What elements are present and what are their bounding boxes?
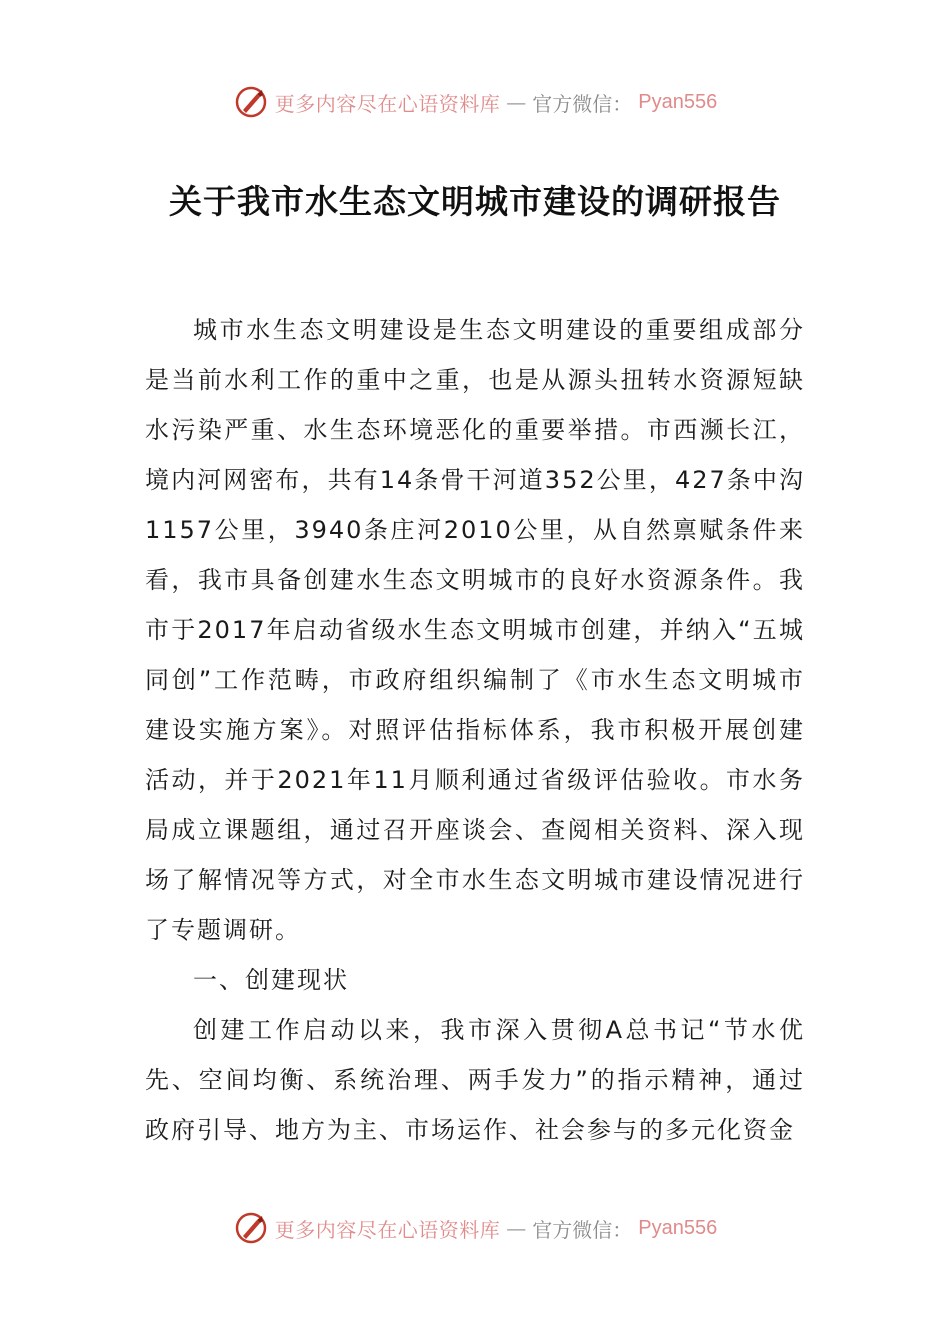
document-body [145, 305, 805, 1155]
watermark-separator: — [506, 90, 527, 114]
paragraph-intro: 城市水生态文明建设是生态文明建设的重要组成部分是当前水利工作的重中之重，也是从源头扭转水资源短缺水污染严重、水生态环境恶化的重要举措。市西濒长江，境内河网密布，共有14条骨干河道352公里，427条中沟1157公里，3940条庄河2010公里，从自然禀赋条件来看，我市具备创建水生态文明城市的良好水资源条件。我市于2017年启动省级水生态文明城市创建，并纳入“五城同创”工作范畴，市政府组织编制了《市水生态文明城市建设实施方案》。对照评估指标体系，我市积极开展创建活动，并于2021年11月顺利通过省级评估验收。市水务局成立课题组，通过召开座谈会、查阅相关资料、深入现场了解情况等方式，对全市水生态文明城市建设情况进行了专题调研。 [145, 316, 805, 944]
pen-nib-logo-icon [233, 84, 269, 120]
paragraph-status: 创建工作启动以来，我市深入贯彻A总书记“节水优先、空间均衡、系统治理、两手发力”的指示精神，通过政府引导、地方为主、市场运作、社会参与的多元化资金 [145, 1016, 805, 1144]
watermark-separator: — [506, 1216, 527, 1240]
watermark-official-label: 官方微信： [532, 1217, 633, 1242]
watermark-site-text: 更多内容尽在心语资料库 [274, 91, 501, 116]
pen-nib-logo-icon [233, 1210, 269, 1246]
watermark-official-label: 官方微信： [532, 91, 633, 116]
watermark-footer [0, 1210, 950, 1246]
watermark-wechat-id: Pyan556 [638, 90, 718, 113]
document-title: 关于我市水生态文明城市建设的调研报告 [169, 182, 781, 221]
watermark-site-text: 更多内容尽在心语资料库 [274, 1217, 501, 1242]
section-heading: 一、创建现状 [193, 966, 349, 994]
watermark-header [0, 84, 950, 120]
watermark-wechat-id: Pyan556 [638, 1216, 718, 1239]
